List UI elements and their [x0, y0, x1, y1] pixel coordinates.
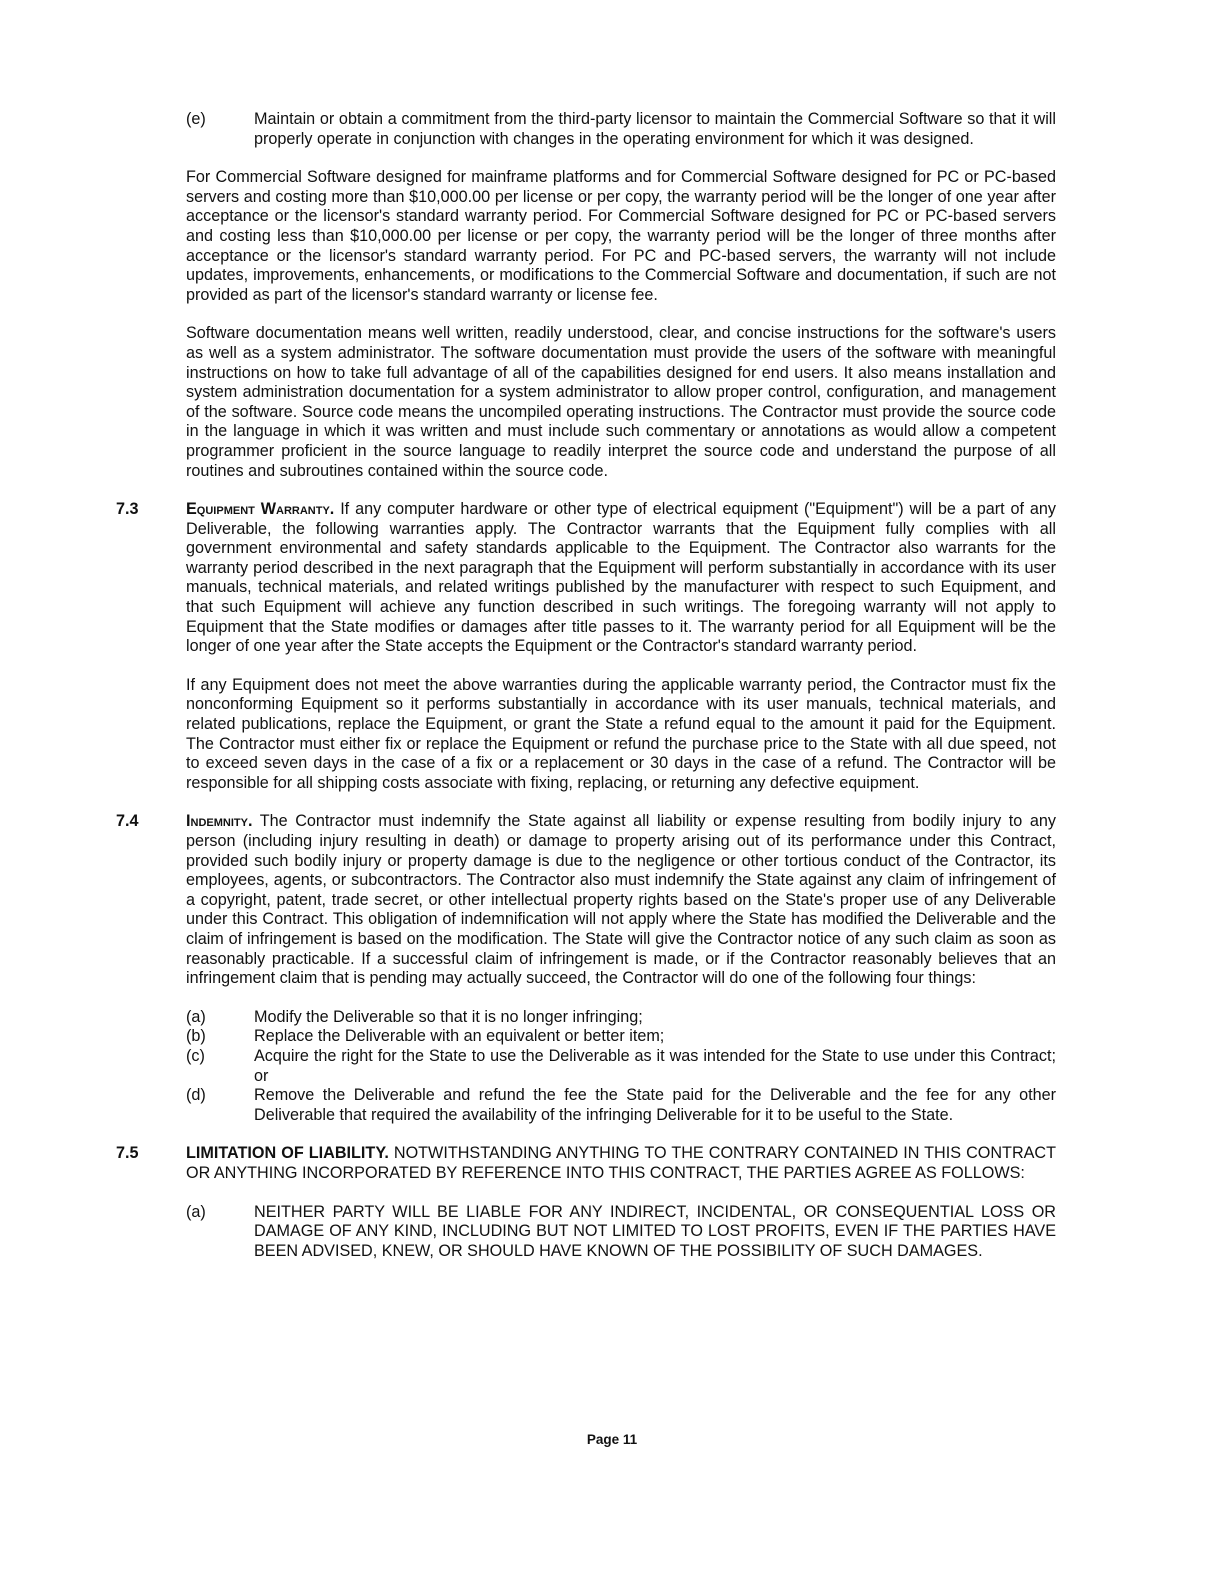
- section-7-5: [116, 1144, 1056, 1183]
- list-item: [116, 1027, 1056, 1047]
- item-text: Modify the Deliverable so that it is no longer infringing;: [254, 1007, 643, 1026]
- item-label: (c): [186, 1046, 205, 1065]
- section-heading: LIMITATION OF LIABILITY.: [186, 1144, 389, 1163]
- document-page: [116, 110, 1056, 1261]
- item-label: (b): [186, 1027, 206, 1046]
- item-text: Replace the Deliverable with an equivalent or better item;: [254, 1027, 665, 1046]
- item-text: Remove the Deliverable and refund the fee the State paid for the Deliverable and the fee for any other Deliverable that required the availability of the infringing Deliverable for it to be useful to the State.: [254, 1086, 1056, 1124]
- section-heading: Equipment Warranty.: [186, 500, 335, 519]
- section-heading: Indemnity.: [186, 812, 253, 831]
- section-text: NOTWITHSTANDING ANYTHING TO THE CONTRARY CONTAINED IN THIS CONTRACT OR ANYTHING INCORPORATED BY REFERENCE INTO THIS CONTRACT, THE PARTIES AGREE AS FOLLOWS:: [186, 1144, 1057, 1182]
- item-text: Maintain or obtain a commitment from the third-party licensor to maintain the Commercial Software so that it will properly operate in conjunction with changes in the operating environment for which it was designed.: [254, 110, 1056, 148]
- paragraph-warranty-period: For Commercial Software designed for mainframe platforms and for Commercial Software designed for PC or PC-based servers and costing more than $10,000.00 per license or per copy, the warranty period will be the longer of one year after acceptance or the licensor's standard warranty period. For Commercial Software designed for PC or PC-based servers and costing less than $10,000.00 per license or per copy, the warranty period will be the longer of three months after acceptance or the licensor's standard warranty period. For PC and PC-based servers, the warranty will not include updates, improvements, enhancements, or modifications to the Commercial Software and documentation, if such are not provided as part of the licensor's standard warranty or license fee.: [186, 168, 1056, 304]
- section-7-4: [116, 812, 1056, 988]
- list-item: [116, 1086, 1056, 1125]
- section-number: 7.5: [116, 1144, 139, 1163]
- section-text: The Contractor must indemnify the State against all liability or expense resulting from bodily injury to any person (including injury resulting in death) or damage to property arising out of its performance under this Contract, provided such bodily injury or property damage is due to the negligence or other tortious conduct of the Contractor, its employees, agents, or subcontractors. The Contractor also must indemnify the State against any claim of infringement of a copyright, patent, trade secret, or other intellectual property rights based on the State's proper use of any Deliverable under this Contract. This obligation of indemnification will not apply where the State has modified the Deliverable and the claim of infringement is based on the modification. The State will give the Contractor notice of any such claim as soon as reasonably practicable. If a successful claim of infringement is made, or if the Contractor reasonably believes that an infringement claim that is pending may actually succeed, the Contractor will do one of the following four things:: [186, 812, 1056, 988]
- list-item: [116, 1047, 1056, 1086]
- list-item: [116, 1203, 1056, 1262]
- item-label: (e): [186, 110, 206, 128]
- item-label: (a): [186, 1007, 206, 1026]
- section-7-3: [116, 500, 1056, 657]
- item-text: Acquire the right for the State to use the Deliverable as it was intended for the State to use under this Contract; or: [254, 1046, 1056, 1085]
- item-text: NEITHER PARTY WILL BE LIABLE FOR ANY INDIRECT, INCIDENTAL, OR CONSEQUENTIAL LOSS OR DAMAGE OF ANY KIND, INCLUDING BUT NOT LIMITED TO LOST PROFITS, EVEN IF THE PARTIES HAVE BEEN ADVISED, KNEW, OR SHOULD HAVE KNOWN OF THE POSSIBILITY OF SUCH DAMAGES.: [254, 1202, 1056, 1260]
- paragraph-equipment-remedy: If any Equipment does not meet the above warranties during the applicable warranty period, the Contractor must fix the nonconforming Equipment so it performs substantially in accordance with its user manuals, technical materials, and related publications, replace the Equipment, or grant the State a refund equal to the amount it paid for the Equipment. The Contractor must either fix or replace the Equipment or refund the purchase price to the State with all due speed, not to exceed seven days in the case of a fix or a replacement or 30 days in the case of a refund. The Contractor will be responsible for all shipping costs associate with fixing, replacing, or returning any defective equipment.: [186, 675, 1056, 792]
- list-item-e: [116, 110, 1056, 149]
- item-label: (a): [186, 1202, 206, 1221]
- page-number: Page 11: [586, 1432, 638, 1447]
- list-item: [116, 1008, 1056, 1028]
- item-label: (d): [186, 1086, 206, 1105]
- paragraph-software-documentation: Software documentation means well written, readily understood, clear, and concise instructions for the software's users as well as a system administrator. The software documentation must provide the users of the software with meaningful instructions on how to take full advantage of all of the capabilities designed for end users. It also means installation and system administration documentation for a system administrator to allow proper control, configuration, and management of the software. Source code means the uncompiled operating instructions. The Contractor must provide the source code in the language in which it was written and must include such commentary or annotations as would allow a competent programmer proficient in the source language to readily interpret the source code and understand the purpose of all routines and subroutines contained within the source code.: [186, 324, 1056, 480]
- section-text: If any computer hardware or other type of electrical equipment ("Equipment") will be a part of any Deliverable, the following warranties apply. The Contractor warrants that the Equipment fully complies with all government environmental and safety standards applicable to the Equipment. The Contractor also warrants for the warranty period described in the next paragraph that the Equipment will perform substantially in accordance with its user manuals, technical materials, and related writings published by the manufacturer with respect to such Equipment, and that such Equipment will achieve any function described in such writings. The foregoing warranty will not apply to Equipment that the State modifies or damages after title passes to it. The warranty period for all Equipment will be the longer of one year after the State accepts the Equipment or the Contractor's standard warranty period.: [186, 500, 1056, 656]
- section-number: 7.4: [116, 812, 139, 831]
- section-number: 7.3: [116, 500, 139, 519]
